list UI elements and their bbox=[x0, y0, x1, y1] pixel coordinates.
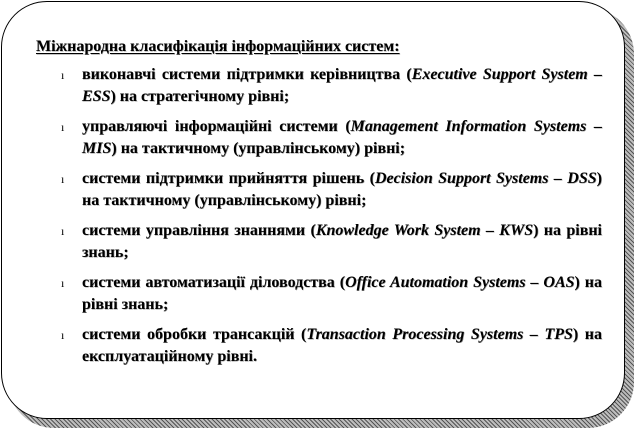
list-item: ı системи підтримки прийняття рішень (Decision Support Systems – DSS) на тактичному (управлінському) рівні; bbox=[61, 170, 602, 209]
heading: Міжнародна класифікація інформаційних систем: bbox=[36, 38, 400, 55]
bullet-icon: ı bbox=[61, 328, 65, 342]
system-term: Office Automation Systems – OAS bbox=[345, 274, 575, 291]
system-term: Knowledge Work System – KWS bbox=[315, 222, 534, 239]
system-term: Management Information Systems – MIS bbox=[82, 118, 602, 157]
list-item: ı управляючі інформаційні системи (Management Information Systems – MIS) на тактичному (управлінському) рівні; bbox=[61, 118, 602, 157]
bullet-icon: ı bbox=[61, 172, 65, 186]
bullet-icon: ı bbox=[61, 276, 65, 290]
classification-list bbox=[36, 64, 602, 368]
list-item: ı системи обробки трансакцій (Transaction Processing Systems – TPS) на експлуатаційному рівні. bbox=[61, 326, 603, 365]
bullet-icon: ı bbox=[61, 120, 65, 134]
bullet-icon: ı bbox=[61, 224, 65, 238]
list-item: ı системи управління знаннями (Knowledge Work System – KWS) на рівні знань; bbox=[61, 222, 603, 261]
list-item: ı системи автоматизації діловодства (Office Automation Systems – OAS) на рівні знань; bbox=[61, 274, 603, 313]
system-term: Decision Support Systems – DSS bbox=[374, 170, 597, 187]
system-term: Executive Support System – ESS bbox=[82, 66, 602, 105]
bullet-icon: ı bbox=[61, 68, 65, 82]
callout-content bbox=[36, 38, 602, 376]
system-term: Transaction Processing Systems – TPS bbox=[306, 326, 573, 343]
rounded-callout-box bbox=[1, 1, 625, 419]
list-item: ı виконавчі системи підтримки керівництва (Executive Support System – ESS) на стратегічному рівні; bbox=[61, 66, 602, 105]
